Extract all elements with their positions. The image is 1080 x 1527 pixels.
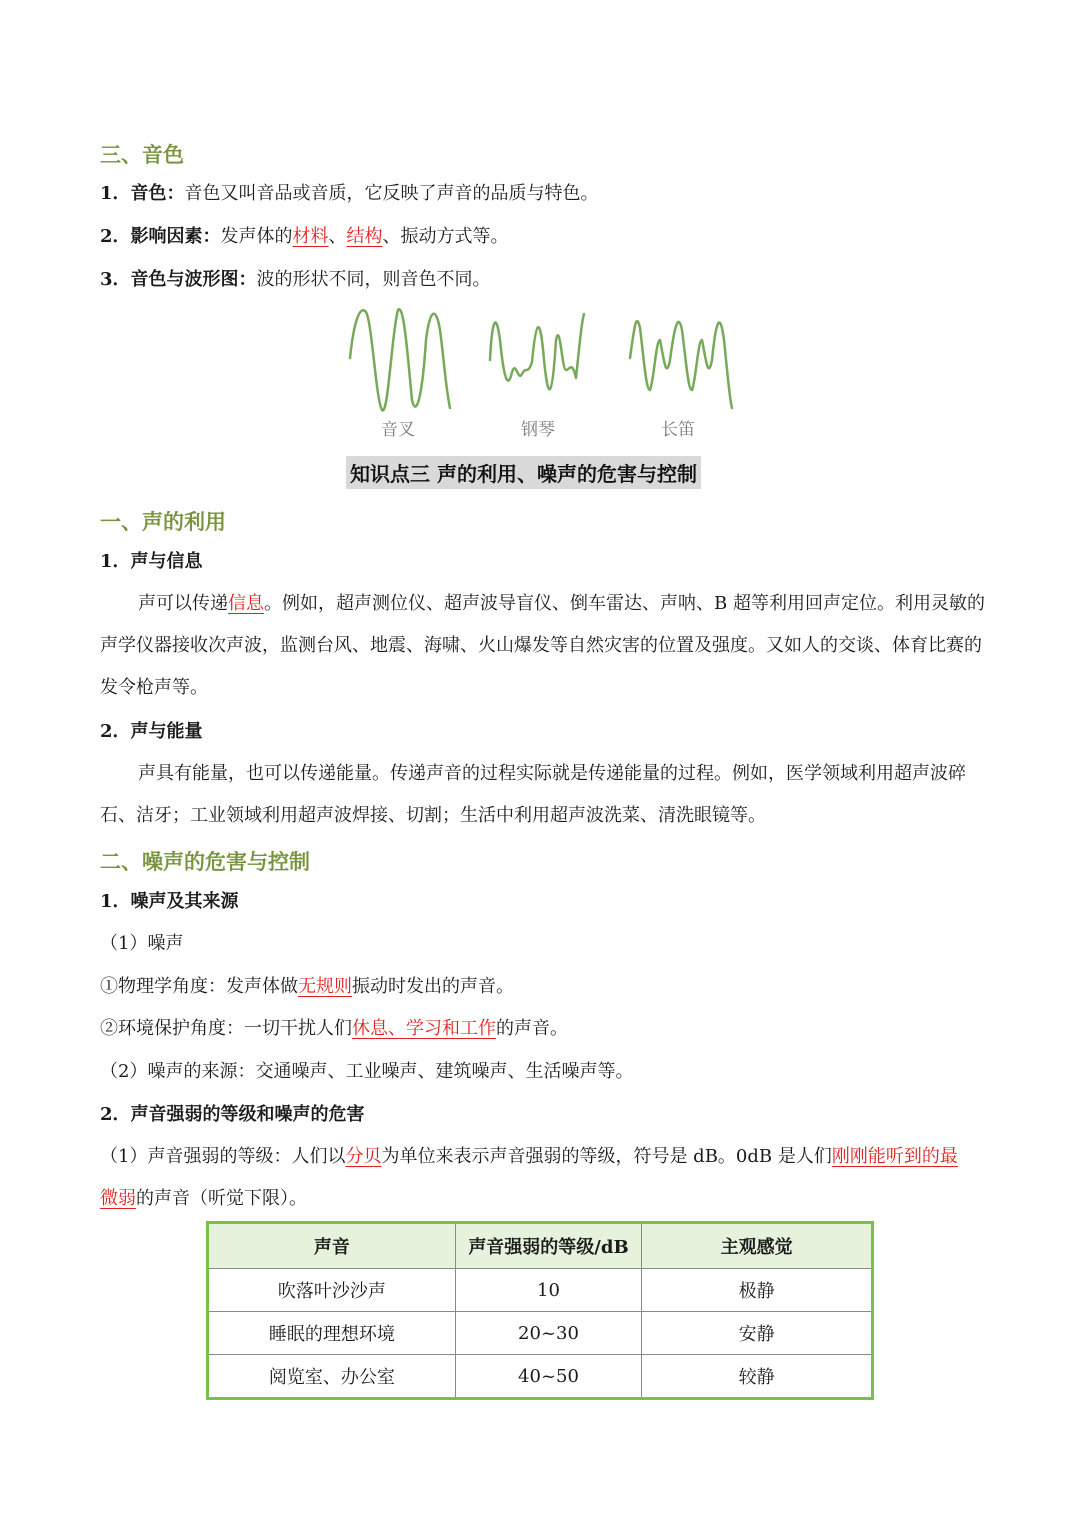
item-number: 2． (100, 226, 131, 247)
timbre-item-3 (100, 268, 491, 292)
keyword-information: 信息 (228, 593, 264, 614)
subheading-sound-levels: 2．声音强弱的等级和噪声的危害 (100, 1104, 365, 1125)
timbre-item-2 (100, 225, 509, 249)
table-header-row (208, 1223, 873, 1269)
section-heading-timbre: 三、音色 (100, 143, 184, 167)
item-text: 音色又叫音品或音质，它反映了声音的品质与特色。 (184, 183, 599, 204)
paragraph-sound-energy: 声具有能量，也可以传递能量。传递声音的过程实际就是传递能量的过程。例如，医学领域利用超声波碎石、洁牙；工业领域利用超声波焊接、切割；生活中利用超声波洗菜、清洗眼镜等。 (100, 763, 966, 826)
knowledge-point-banner: 知识点三 声的利用、噪声的危害与控制 (346, 456, 701, 489)
line-text-mid: 为单位来表示声音强弱的等级，符号是 dB。0dB 是人们 (381, 1146, 832, 1167)
cell-feeling: 安静 (642, 1312, 873, 1355)
definition-text-tail: 振动时发出的声音。 (352, 976, 514, 997)
noise-physics-definition (100, 975, 514, 999)
definition-text: ②环境保护角度：一切干扰人们 (100, 1018, 352, 1039)
subheading-sound-energy: 2．声与能量 (100, 721, 203, 742)
subheading-noise-source: 1．噪声及其来源 (100, 891, 239, 912)
line-text-tail: 的声音（听觉下限）。 (136, 1188, 307, 1209)
tuning-fork-wave (350, 309, 450, 410)
item-label: 音色： (130, 183, 185, 204)
noise-sources-line: （2）噪声的来源：交通噪声、工业噪声、建筑噪声、生活噪声等。 (100, 1061, 634, 1082)
cell-level: 10 (455, 1269, 641, 1312)
paragraph-text-tail: 。例如，超声测位仪、超声波导盲仪、倒车雷达、声呐、B 超等利用回声定位。利用灵敏的声学仪器接收次声波，监测台风、地震、海啸、火山爆发等自然灾害的位置及强度。又如人的交谈、体育比赛的发令枪声等。 (100, 593, 985, 698)
section-heading-noise: 二、噪声的危害与控制 (100, 850, 310, 874)
item-label: 音色与波形图： (130, 269, 257, 290)
keyword-irregular: 无规则 (298, 976, 352, 997)
keyword-structure: 结构 (346, 226, 383, 247)
paragraph-sound-information (100, 583, 988, 709)
cell-sound: 睡眠的理想环境 (208, 1312, 456, 1355)
table-row (208, 1269, 873, 1312)
subheading-sound-information: 1．声与信息 (100, 551, 203, 572)
header-feeling: 主观感觉 (642, 1223, 873, 1269)
cell-sound: 阅览室、办公室 (208, 1355, 456, 1399)
noise-item-1: （1）噪声 (100, 933, 184, 954)
cell-level: 20~30 (455, 1312, 641, 1355)
keyword-decibel: 分贝 (345, 1146, 382, 1167)
table-row (208, 1355, 873, 1399)
sound-level-table (206, 1221, 874, 1400)
keyword-material: 材料 (292, 226, 329, 247)
wave-label-tuning-fork: 音叉 (381, 420, 415, 440)
piano-wave (490, 314, 584, 389)
item-text: 波的形状不同，则音色不同。 (256, 269, 491, 290)
table-row (208, 1312, 873, 1355)
cell-feeling: 极静 (642, 1269, 873, 1312)
separator: 、 (328, 226, 347, 247)
cell-level: 40~50 (455, 1355, 641, 1399)
flute-wave (630, 321, 732, 408)
definition-text: ①物理学角度：发声体做 (100, 976, 298, 997)
sound-level-line-2 (100, 1187, 307, 1211)
line-text: （1）声音强弱的等级：人们以 (100, 1146, 346, 1167)
header-sound: 声音 (208, 1223, 456, 1269)
section-heading-use-of-sound: 一、声的利用 (100, 510, 226, 534)
cell-sound: 吹落叶沙沙声 (208, 1269, 456, 1312)
keyword-faintest: 微弱 (100, 1188, 136, 1209)
item-text-tail: 、振动方式等。 (382, 226, 509, 247)
sound-level-line-1 (100, 1145, 958, 1169)
keyword-rest-study-work: 休息、学习和工作 (352, 1018, 496, 1039)
header-level: 声音强弱的等级/dB (455, 1223, 641, 1269)
keyword-just-audible: 刚刚能听到的最 (831, 1146, 958, 1167)
definition-text-tail: 的声音。 (496, 1018, 568, 1039)
item-number: 3． (100, 269, 131, 290)
item-number: 1． (100, 183, 131, 204)
wave-label-flute: 长笛 (661, 420, 695, 440)
wave-label-piano: 钢琴 (521, 420, 555, 440)
cell-feeling: 较静 (642, 1355, 873, 1399)
item-label: 影响因素： (130, 226, 221, 247)
paragraph-text: 声可以传递 (138, 593, 228, 614)
waveform-figure (340, 300, 740, 450)
noise-environment-definition (100, 1017, 568, 1041)
timbre-item-1 (100, 182, 599, 206)
item-text: 发声体的 (220, 226, 293, 247)
